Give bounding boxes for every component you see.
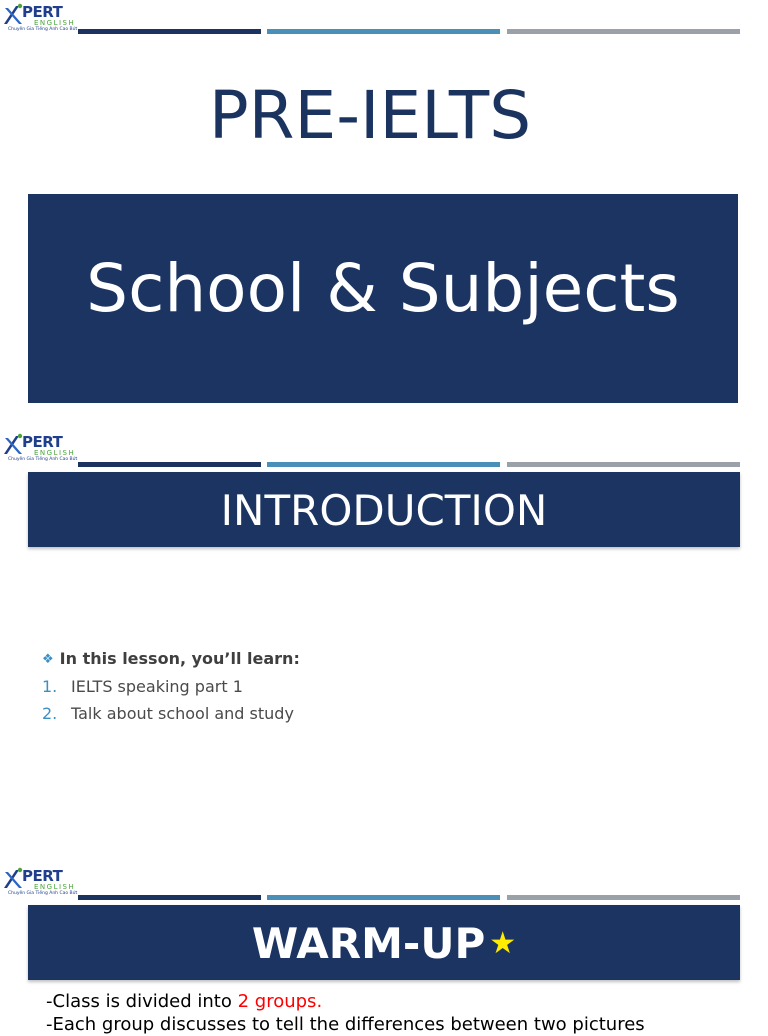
list-item bbox=[42, 677, 243, 697]
header-stripe-gray bbox=[507, 462, 740, 467]
header-stripe-navy bbox=[78, 462, 261, 467]
logo-brand: PERT bbox=[22, 867, 63, 885]
logo-tagline: Chuyên Gia Tiếng Anh Cao Bứt bbox=[8, 891, 78, 896]
logo-brand: PERT bbox=[22, 3, 63, 21]
section-banner-title-wrap bbox=[28, 905, 740, 980]
slide-introduction bbox=[0, 430, 768, 840]
list-item bbox=[42, 704, 294, 724]
logo bbox=[2, 2, 80, 36]
logo-sub: ENGLISH bbox=[34, 449, 76, 457]
list-item-text: IELTS speaking part 1 bbox=[71, 677, 243, 696]
warm-up-line-2: -Each group discusses to tell the differences between two pictures bbox=[46, 1014, 645, 1035]
warm-up-line-1 bbox=[46, 991, 322, 1013]
diamond-bullet-icon: ❖ bbox=[42, 652, 54, 667]
logo bbox=[2, 866, 80, 900]
lesson-heading-text: In this lesson, you’ll learn: bbox=[59, 649, 300, 668]
slide-warm-up bbox=[0, 864, 768, 1035]
list-item-number: 1. bbox=[42, 677, 58, 696]
warm-up-line-1-text: -Class is divided into bbox=[46, 991, 238, 1012]
section-banner-title: INTRODUCTION bbox=[220, 486, 548, 535]
section-banner bbox=[28, 472, 740, 547]
section-banner bbox=[28, 905, 740, 980]
logo-tagline: Chuyên Gia Tiếng Anh Cao Bứt bbox=[8, 457, 78, 462]
list-item-number: 2. bbox=[42, 704, 58, 723]
header-stripe-blue bbox=[267, 462, 500, 467]
header-stripe-navy bbox=[78, 895, 261, 900]
header-stripe-blue bbox=[267, 29, 500, 34]
header-stripe-navy bbox=[78, 29, 261, 34]
header-stripe-gray bbox=[507, 29, 740, 34]
logo bbox=[2, 432, 80, 466]
logo-sub: ENGLISH bbox=[34, 19, 76, 27]
logo-brand: PERT bbox=[22, 433, 63, 451]
section-banner-title: WARM-UP bbox=[251, 919, 486, 968]
logo-sub: ENGLISH bbox=[34, 883, 76, 891]
header-stripe-gray bbox=[507, 895, 740, 900]
logo-tagline: Chuyên Gia Tiếng Anh Cao Bứt bbox=[8, 27, 78, 32]
highlight-text: 2 groups. bbox=[237, 991, 323, 1012]
star-icon: ★ bbox=[489, 926, 517, 961]
page-title: PRE-IELTS bbox=[208, 77, 532, 154]
list-item-text: Talk about school and study bbox=[71, 704, 294, 723]
lesson-heading bbox=[42, 649, 300, 670]
subtitle-box bbox=[28, 194, 738, 403]
header-stripe-blue bbox=[267, 895, 500, 900]
subtitle-text: School & Subjects bbox=[86, 250, 680, 327]
slide-title bbox=[0, 0, 768, 410]
